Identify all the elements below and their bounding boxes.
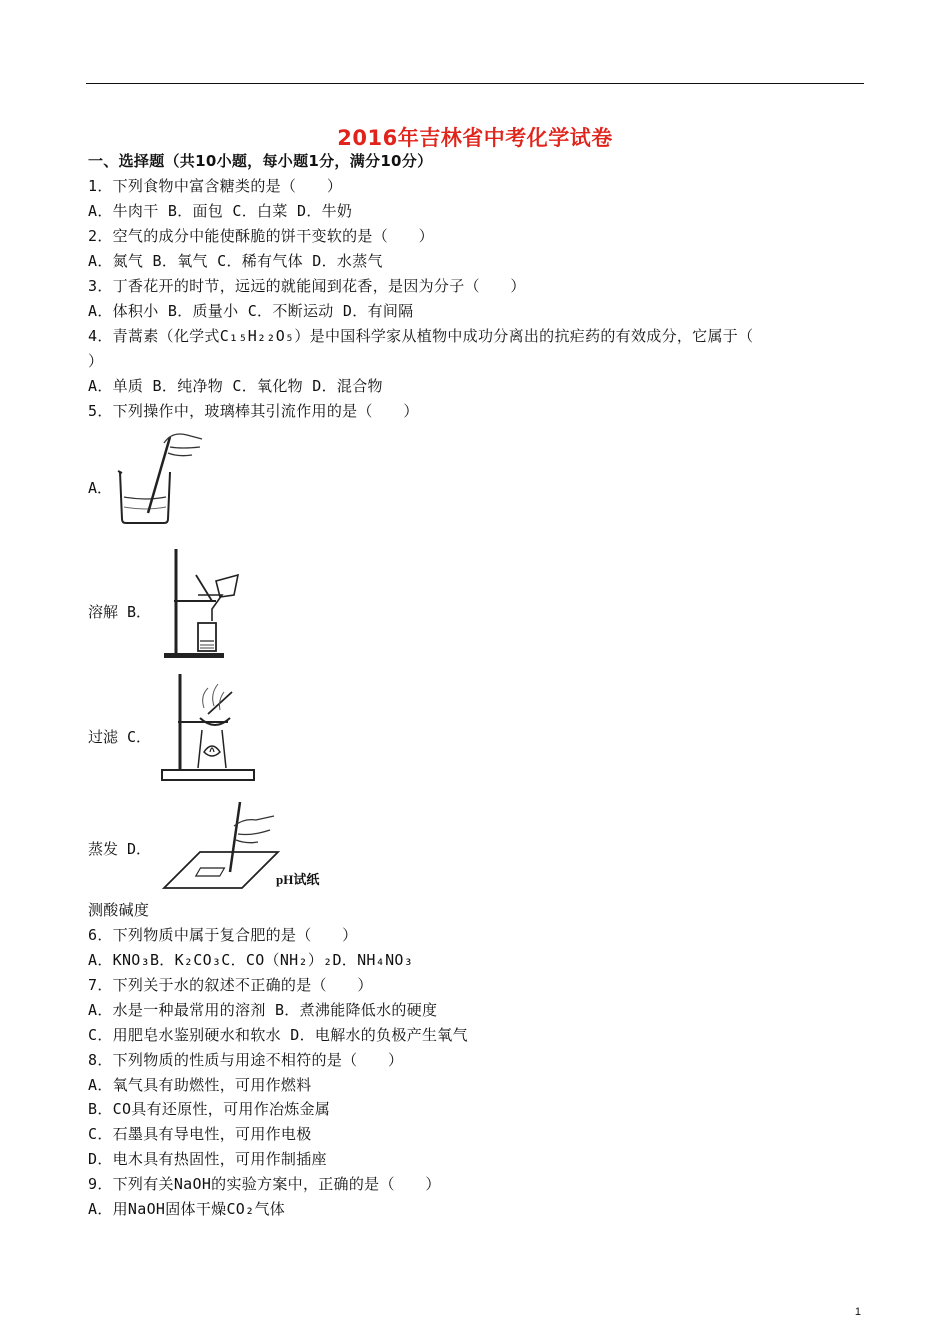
figure-d-ph-paper xyxy=(160,796,320,896)
figure-c-label: 过滤 C． xyxy=(88,728,152,746)
question-4-line1: 4．青蒿素（化学式C₁₅H₂₂O₅）是中国科学家从植物中成功分离出的抗疟药的有效成分，它属于（ xyxy=(88,327,754,345)
header-rule xyxy=(86,83,864,84)
figure-b-label: 溶解 B． xyxy=(88,603,152,621)
figure-a-stirring-beaker xyxy=(112,427,207,527)
question-5-after: 测酸碱度 xyxy=(88,901,150,919)
question-8-option-a: A．氧气具有助燃性，可用作燃料 xyxy=(88,1076,312,1094)
page-title: 2016年吉林省中考化学试卷 xyxy=(337,126,613,150)
ph-paper-label: pH试纸 xyxy=(276,872,320,887)
question-6: 6．下列物质中属于复合肥的是（ ） xyxy=(88,926,358,944)
question-5: 5．下列操作中，玻璃棒其引流作用的是（ ） xyxy=(88,402,419,420)
page-number: 1 xyxy=(854,1306,861,1318)
question-3-options: A．体积小 B．质量小 C．不断运动 D．有间隔 xyxy=(88,302,414,320)
figure-b-filtration xyxy=(160,545,245,660)
section-heading: 一、选择题（共10小题，每小题1分，满分10分） xyxy=(88,152,433,170)
figure-c-evaporation xyxy=(160,670,260,785)
question-1-options: A．牛肉干 B．面包 C．白菜 D．牛奶 xyxy=(88,202,353,220)
question-1: 1．下列食物中富含糖类的是（ ） xyxy=(88,177,343,195)
question-8: 8．下列物质的性质与用途不相符的是（ ） xyxy=(88,1051,404,1069)
question-2: 2．空气的成分中能使酥脆的饼干变软的是（ ） xyxy=(88,227,434,245)
question-4-options: A．单质 B．纯净物 C．氧化物 D．混合物 xyxy=(88,377,383,395)
question-8-option-d: D．电木具有热固性，可用作制插座 xyxy=(88,1150,327,1168)
question-7: 7．下列关于水的叙述不正确的是（ ） xyxy=(88,976,373,994)
question-7-options-1: A．水是一种最常用的溶剂 B．煮沸能降低水的硬度 xyxy=(88,1001,438,1019)
question-3: 3．丁香花开的时节，远远的就能闻到花香，是因为分子（ ） xyxy=(88,277,526,295)
figure-d-label: 蒸发 D． xyxy=(88,840,152,858)
question-4-line2: ） xyxy=(88,352,104,370)
question-7-options-2: C．用肥皂水鉴别硬水和软水 D．电解水的负极产生氧气 xyxy=(88,1026,468,1044)
question-8-option-c: C．石墨具有导电性，可用作电极 xyxy=(88,1125,312,1143)
question-2-options: A．氮气 B．氧气 C．稀有气体 D．水蒸气 xyxy=(88,252,383,270)
question-6-options: A．KNO₃B．K₂CO₃C．CO（NH₂）₂D．NH₄NO₃ xyxy=(88,951,414,969)
figure-a-label: A． xyxy=(88,479,113,497)
question-9-option-a: A．用NaOH固体干燥CO₂气体 xyxy=(88,1200,286,1218)
question-9: 9．下列有关NaOH的实验方案中，正确的是（ ） xyxy=(88,1175,441,1193)
question-8-option-b: B．CO具有还原性，可用作冶炼金属 xyxy=(88,1100,331,1118)
